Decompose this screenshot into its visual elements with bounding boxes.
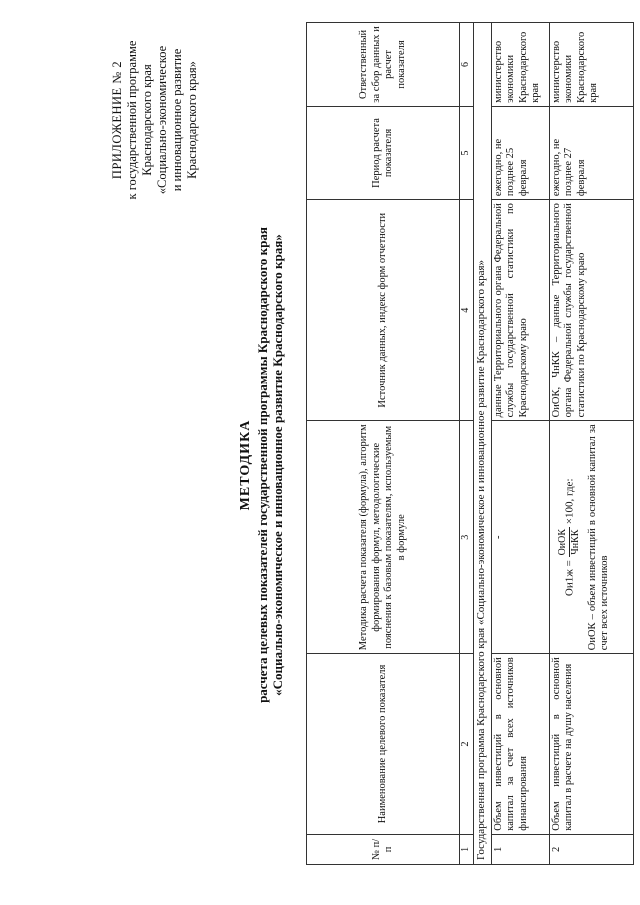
header-cell-source: Источник данных, индекс форм отчетности bbox=[307, 200, 460, 421]
program-row bbox=[473, 23, 491, 865]
formula-fraction bbox=[557, 527, 583, 557]
appendix-line: Краснодарского края» bbox=[185, 61, 199, 179]
table-row bbox=[549, 23, 634, 865]
formula-denominator: ЧнКК bbox=[570, 529, 581, 555]
row-method: - bbox=[491, 421, 549, 654]
row-indicator-name: Объем инвестиций в основной капитал в расчете на душу населения bbox=[549, 654, 634, 835]
heading-line: «Социально-экономическое и инновационное развитие Краснодарского края» bbox=[270, 234, 285, 696]
appendix-line: к государственной программе bbox=[125, 40, 139, 200]
formula bbox=[557, 424, 583, 650]
table-header-row bbox=[307, 23, 460, 865]
appendix-title: ПРИЛОЖЕНИЕ № 2 bbox=[110, 60, 124, 180]
row-source: данные Территориального органа Федеральной службы государственной статистики по Краснодарскому краю bbox=[491, 200, 549, 421]
column-number: 6 bbox=[460, 23, 474, 107]
formula-numerator: ОиОК bbox=[557, 527, 571, 557]
row-source: ОиОК, ЧнКК – данные Территориального органа Федеральной службы государственной статистики по Краснодарскому краю bbox=[549, 200, 634, 421]
column-number-row bbox=[460, 23, 474, 865]
row-indicator-name: Объем инвестиций в основной капитал за счет всех источников финансирования bbox=[491, 654, 549, 835]
header-cell-responsible: Ответственный за сбор данных и расчет показателя bbox=[307, 23, 460, 107]
program-title-cell: Государственная программа Краснодарского края «Социально-экономическое и инновационное развитие Краснодарского края» bbox=[473, 23, 491, 865]
column-number: 3 bbox=[460, 421, 474, 654]
appendix-line: «Социально-экономическое bbox=[155, 45, 169, 195]
row-responsible: министерство экономики Краснодарского края bbox=[491, 23, 549, 107]
row-method bbox=[549, 421, 634, 654]
column-number: 1 bbox=[460, 834, 474, 864]
appendix-line: и инновационное развитие bbox=[170, 48, 184, 192]
heading-line: расчета целевых показателей государственной программы Краснодарского края bbox=[255, 227, 270, 703]
row-period: ежегодно, не позднее 25 февраля bbox=[491, 106, 549, 199]
column-number: 5 bbox=[460, 106, 474, 199]
row-period: ежегодно, не позднее 27 февраля bbox=[549, 106, 634, 199]
header-cell-period: Период расчета показателя bbox=[307, 106, 460, 199]
table-row bbox=[491, 23, 549, 865]
formula-tail: ×100, где: bbox=[563, 478, 576, 525]
column-number: 2 bbox=[460, 654, 474, 835]
header-cell-num: № п/п bbox=[307, 834, 460, 864]
appendix-block bbox=[110, 25, 200, 215]
document-heading bbox=[238, 145, 285, 785]
indicators-table bbox=[306, 22, 634, 865]
appendix-line: Краснодарского края bbox=[140, 64, 154, 176]
row-responsible: министерство экономики Краснодарского края bbox=[549, 23, 634, 107]
formula-lhs: Ои1ж = bbox=[563, 560, 576, 597]
header-cell-name: Наименование целевого показателя bbox=[307, 654, 460, 835]
row-number: 1 bbox=[491, 834, 549, 864]
method-note: ОиОК – объем инвестиций в основной капитал за счет всех источников bbox=[586, 424, 610, 651]
header-cell-method: Методика расчета показателя (формула), алгоритм формирования формул, методологические пояснения к базовым показателям, используемым в формуле bbox=[307, 421, 460, 654]
heading-title: МЕТОДИКА bbox=[238, 419, 253, 511]
row-number: 2 bbox=[549, 834, 634, 864]
column-number: 4 bbox=[460, 200, 474, 421]
